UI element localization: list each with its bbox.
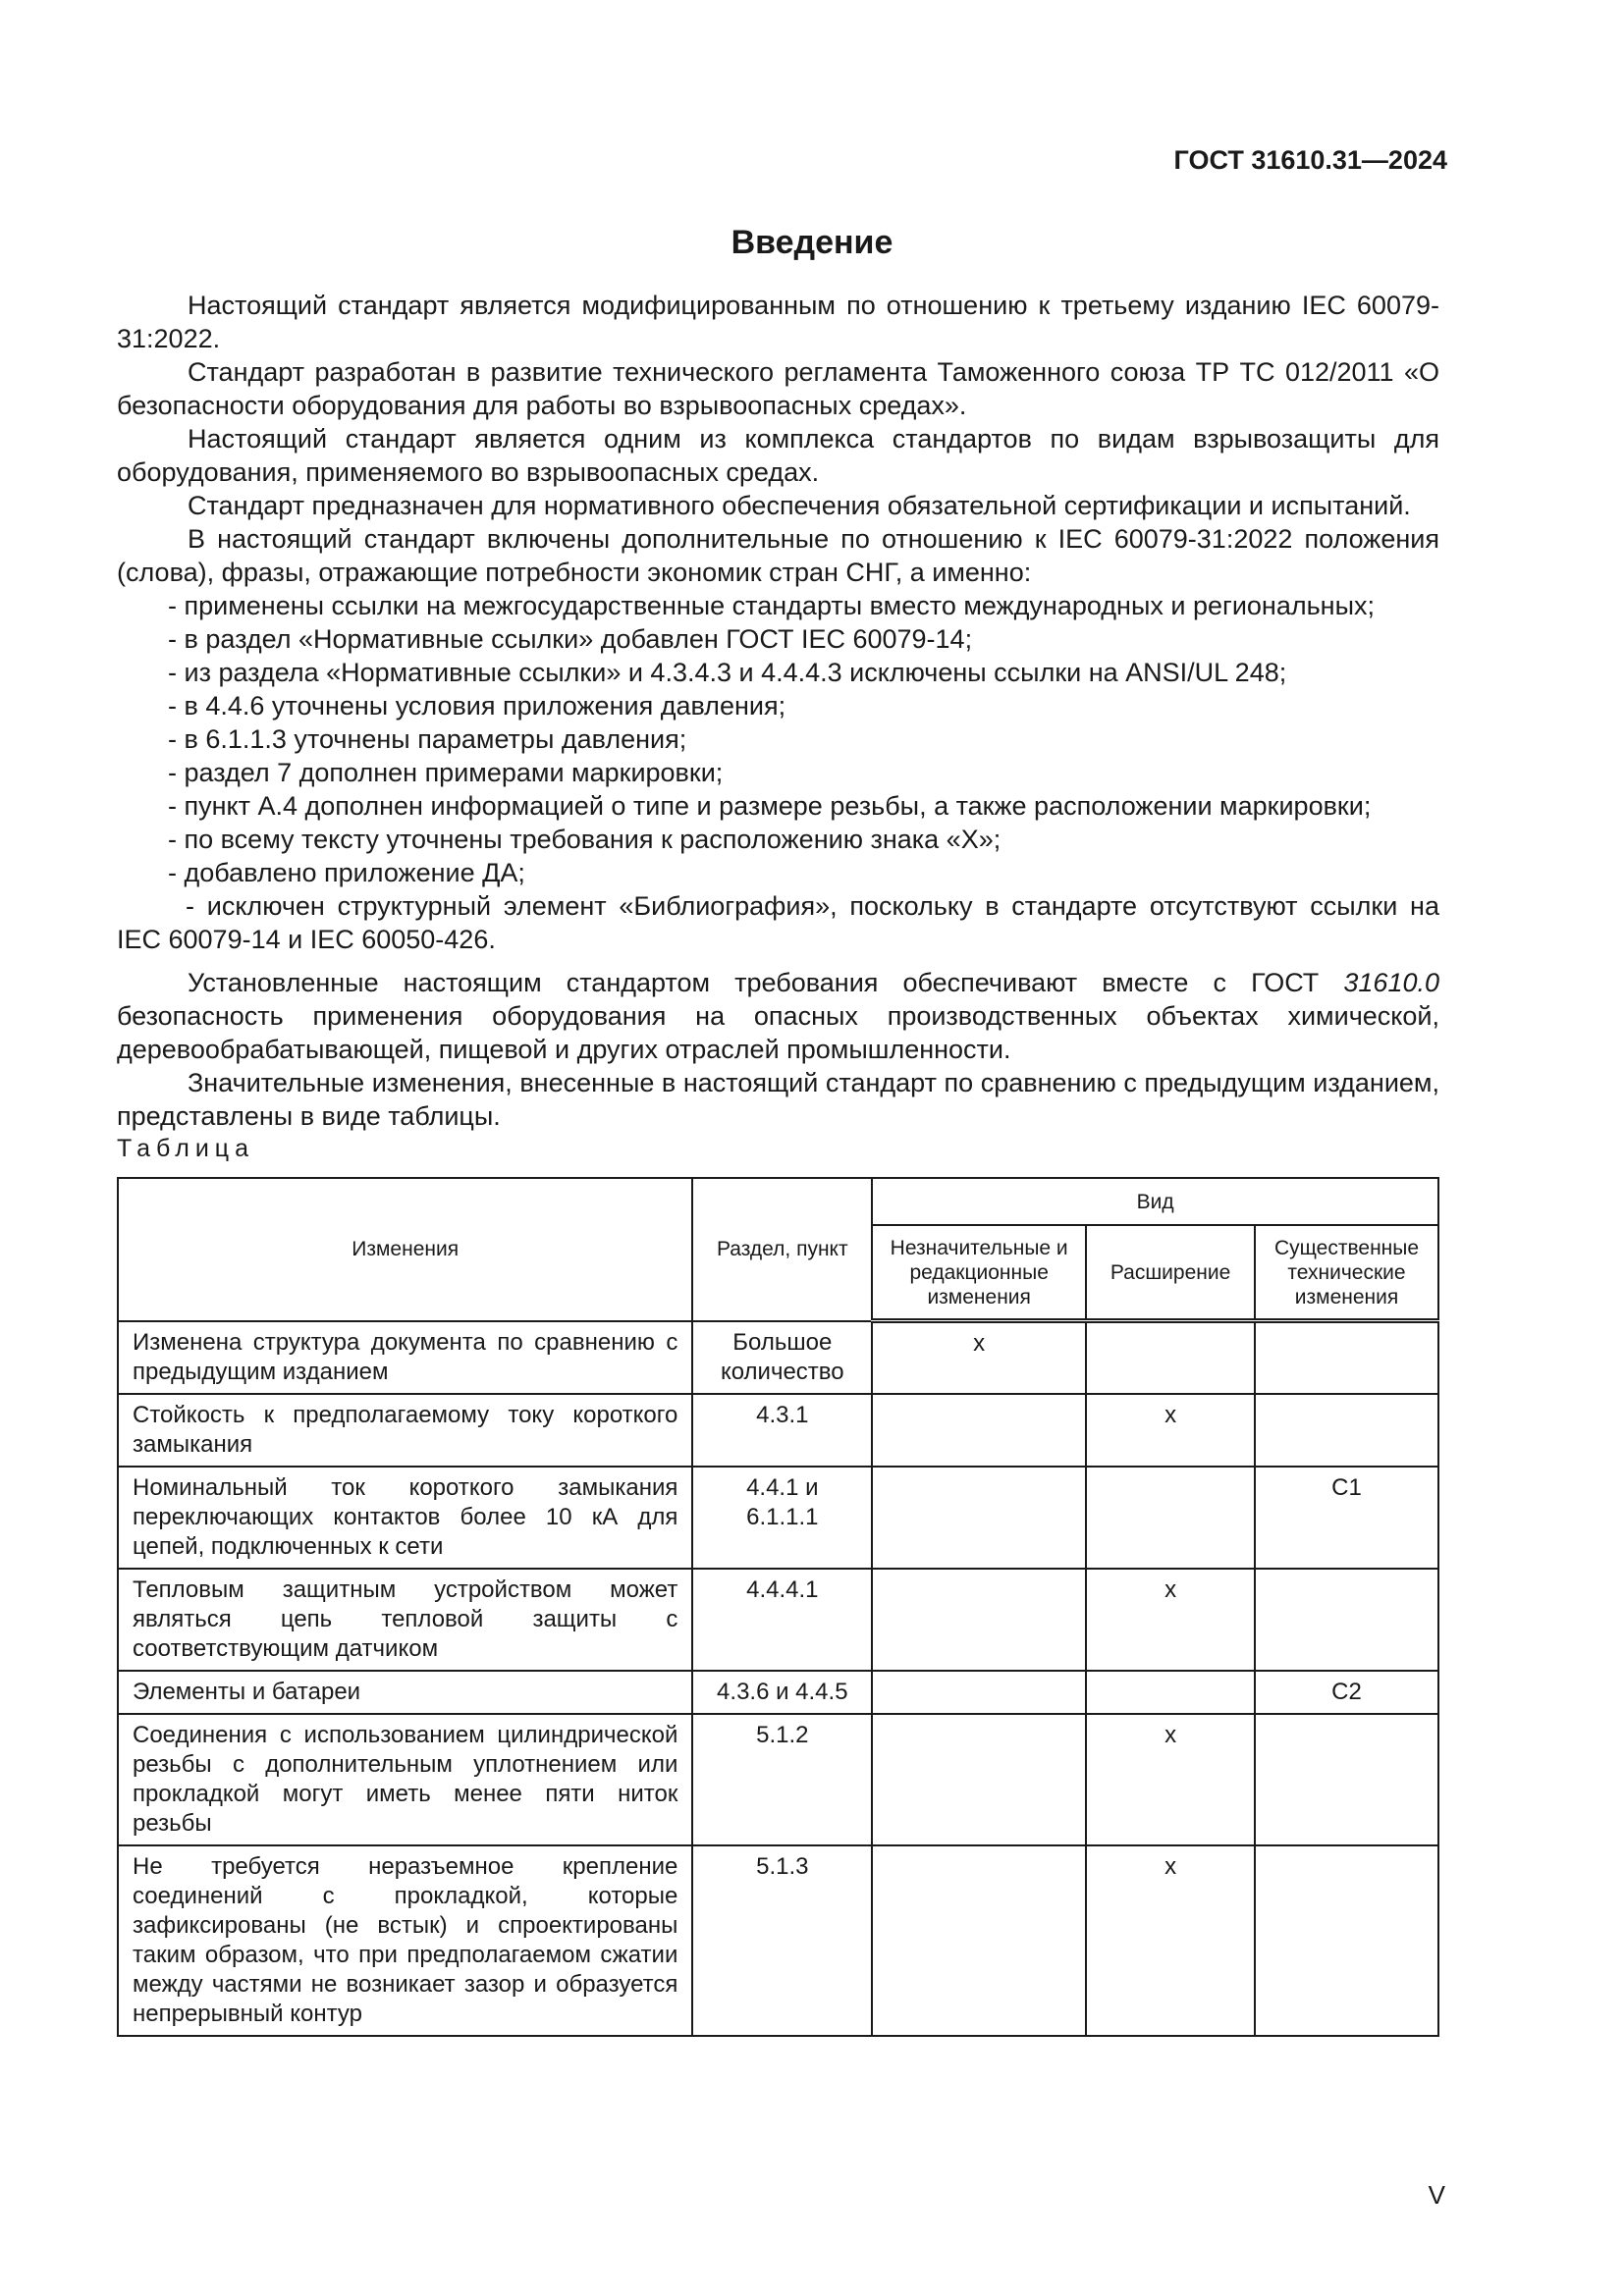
- cell-extension: x: [1086, 1714, 1255, 1845]
- cell-extension: x: [1086, 1394, 1255, 1467]
- paragraph-6-text-a: Установленные настоящим стандартом требования обеспечивают вместе с ГОСТ: [188, 968, 1344, 997]
- cell-extension: [1086, 1671, 1255, 1714]
- introduction-body: [117, 289, 1439, 1133]
- cell-section: 5.1.2: [692, 1714, 872, 1845]
- table-row: [118, 1569, 1438, 1671]
- cell-minor: x: [872, 1321, 1086, 1394]
- cell-change: Изменена структура документа по сравнению с предыдущим изданием: [118, 1321, 692, 1394]
- header-section: Раздел, пункт: [692, 1178, 872, 1321]
- cell-section: 4.3.6 и 4.4.5: [692, 1671, 872, 1714]
- cell-change: Элементы и батареи: [118, 1671, 692, 1714]
- document-code: ГОСТ 31610.31—2024: [1173, 145, 1447, 175]
- header-major: Существенные технические изменения: [1255, 1225, 1438, 1321]
- cell-change: Соединения с использованием цилиндрической резьбы с дополнительным уплотнением или прокладкой могут иметь менее пяти ниток резьбы: [118, 1714, 692, 1845]
- paragraph-5: В настоящий стандарт включены дополнительные по отношению к IEC 60079-31:2022 положения (слова), фразы, отражающие потребности экономик стран СНГ, а именно:: [117, 524, 1439, 587]
- cell-major: C2: [1255, 1671, 1438, 1714]
- cell-section: 4.4.1 и 6.1.1.1: [692, 1467, 872, 1569]
- cell-section: 5.1.3: [692, 1845, 872, 2036]
- list-item: - исключен структурный элемент «Библиография», поскольку в стандарте отсутствуют ссылки на IEC 60079-14 и IEC 60050-426.: [117, 891, 1439, 954]
- cell-minor: [872, 1845, 1086, 2036]
- cell-major: C1: [1255, 1467, 1438, 1569]
- page-number: V: [1428, 2180, 1445, 2210]
- cell-change: Не требуется неразъемное крепление соединений с прокладкой, которые зафиксированы (не встык) и спроектированы таким образом, что при предполагаемом сжатии между частями не возникает зазор и образуется непрерывный контур: [118, 1845, 692, 2036]
- paragraph-4: Стандарт предназначен для нормативного обеспечения обязательной сертификации и испытаний.: [188, 491, 1411, 520]
- paragraph-7: Значительные изменения, внесенные в настоящий стандарт по сравнению с предыдущим изданием, представлены в виде таблицы.: [117, 1068, 1439, 1131]
- table-row: [118, 1321, 1438, 1394]
- cell-major: [1255, 1569, 1438, 1671]
- list-item: - пункт А.4 дополнен информацией о типе и размере резьбы, а также расположении маркировки;: [168, 791, 1372, 821]
- list-item: - в раздел «Нормативные ссылки» добавлен ГОСТ IEC 60079-14;: [168, 624, 973, 654]
- header-minor: Незначительные и редакционные изменения: [872, 1225, 1086, 1321]
- header-changes: Изменения: [118, 1178, 692, 1321]
- paragraph-3: Настоящий стандарт является одним из комплекса стандартов по видам взрывозащиты для оборудования, применяемого во взрывоопасных средах.: [117, 424, 1439, 487]
- cell-section: 4.4.4.1: [692, 1569, 872, 1671]
- list-item: - раздел 7 дополнен примерами маркировки;: [168, 758, 724, 787]
- cell-change: Стойкость к предполагаемому току короткого замыкания: [118, 1394, 692, 1467]
- cell-extension: [1086, 1321, 1255, 1394]
- cell-change: Тепловым защитным устройством может являться цепь тепловой защиты с соответствующим датчиком: [118, 1569, 692, 1671]
- changes-table: [117, 1177, 1439, 2037]
- standard-reference: 31610.0: [1343, 968, 1439, 997]
- cell-extension: [1086, 1467, 1255, 1569]
- paragraph-6: [117, 966, 1439, 1066]
- table-row: [118, 1845, 1438, 2036]
- cell-minor: [872, 1394, 1086, 1467]
- table-caption: Таблица: [117, 1135, 255, 1162]
- table-row: [118, 1394, 1438, 1467]
- paragraph-2: Стандарт разработан в развитие технического регламента Таможенного союза ТР ТС 012/2011 «О безопасности оборудования для работы во взрывоопасных средах».: [117, 357, 1439, 420]
- cell-minor: [872, 1671, 1086, 1714]
- cell-section: 4.3.1: [692, 1394, 872, 1467]
- cell-major: [1255, 1321, 1438, 1394]
- cell-section: Большое количество: [692, 1321, 872, 1394]
- paragraph-6-text-b: безопасность применения оборудования на опасных производственных объектах химической, деревообрабатывающей, пищевой и других отраслей промышленности.: [117, 1001, 1439, 1064]
- section-title: Введение: [731, 224, 893, 261]
- cell-major: [1255, 1714, 1438, 1845]
- cell-extension: x: [1086, 1845, 1255, 2036]
- table-row: [118, 1467, 1438, 1569]
- cell-minor: [872, 1569, 1086, 1671]
- table-row: [118, 1671, 1438, 1714]
- cell-major: [1255, 1845, 1438, 2036]
- header-kind: Вид: [872, 1178, 1438, 1225]
- changes-list: [117, 589, 1439, 956]
- list-item: - в 6.1.1.3 уточнены параметры давления;: [168, 724, 687, 754]
- header-extension: Расширение: [1086, 1225, 1255, 1321]
- cell-minor: [872, 1714, 1086, 1845]
- table-row: [118, 1714, 1438, 1845]
- paragraph-1: Настоящий стандарт является модифицированным по отношению к третьему изданию IEC 60079-31:2022.: [117, 291, 1439, 353]
- cell-minor: [872, 1467, 1086, 1569]
- cell-extension: x: [1086, 1569, 1255, 1671]
- cell-change: Номинальный ток короткого замыкания переключающих контактов более 10 кА для цепей, подключенных к сети: [118, 1467, 692, 1569]
- list-item: - в 4.4.6 уточнены условия приложения давления;: [168, 691, 786, 721]
- list-item: - из раздела «Нормативные ссылки» и 4.3.4.3 и 4.4.4.3 исключены ссылки на ANSI/UL 248;: [168, 658, 1287, 687]
- list-item: - добавлено приложение ДА;: [168, 858, 525, 887]
- cell-major: [1255, 1394, 1438, 1467]
- list-item: - по всему тексту уточнены требования к расположению знака «Х»;: [168, 825, 1001, 854]
- list-item: - применены ссылки на межгосударственные стандарты вместо международных и региональных;: [168, 591, 1376, 620]
